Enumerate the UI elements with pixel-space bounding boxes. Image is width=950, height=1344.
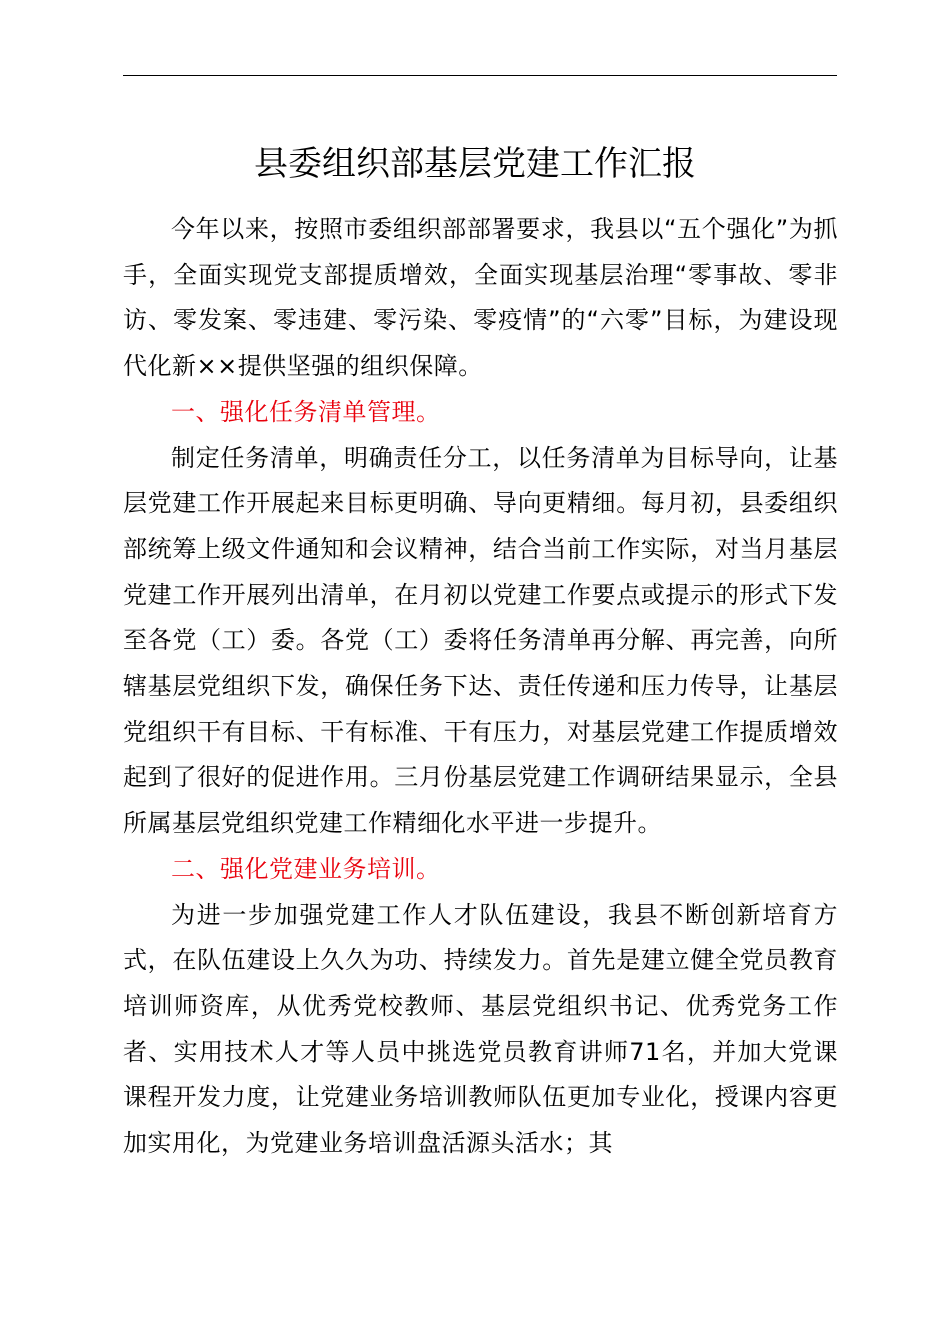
document-body	[123, 207, 838, 1167]
document-title: 县委组织部基层党建工作汇报	[254, 144, 696, 184]
section-heading: 一、强化任务清单管理。	[171, 397, 441, 426]
intro-paragraph: 今年以来，按照市委组织部部署要求，我县以“五个强化”为抓手，全面实现党支部提质增效，全面实现基层治理“零事故、零非访、零发案、零违建、零污染、零疫情”的“六零”目标，为建设现代化新××提供坚强的组织保障。	[123, 215, 838, 381]
header-rule	[123, 75, 837, 76]
section-paragraph: 为进一步加强党建工作人才队伍建设，我县不断创新培育方式，在队伍建设上久久为功、持续发力。首先是建立健全党员教育培训师资库，从优秀党校教师、基层党组织书记、优秀党务工作者、实用技术人才等人员中挑选党员教育讲师71名，并加大党课课程开发力度，让党建业务培训教师队伍更加专业化，授课内容更加实用化，为党建业务培训盘活源头活水；其	[123, 900, 838, 1158]
section-heading: 二、强化党建业务培训。	[171, 854, 441, 883]
section-paragraph: 制定任务清单，明确责任分工，以任务清单为目标导向，让基层党建工作开展起来目标更明确、导向更精细。每月初，县委组织部统筹上级文件通知和会议精神，结合当前工作实际，对当月基层党建工作开展列出清单，在月初以党建工作要点或提示的形式下发至各党（工）委。各党（工）委将任务清单再分解、再完善，向所辖基层党组织下发，确保任务下达、责任传递和压力传导，让基层党组织干有目标、干有标准、干有压力，对基层党建工作提质增效起到了很好的促进作用。三月份基层党建工作调研结果显示，全县所属基层党组织党建工作精细化水平进一步提升。	[123, 443, 838, 838]
